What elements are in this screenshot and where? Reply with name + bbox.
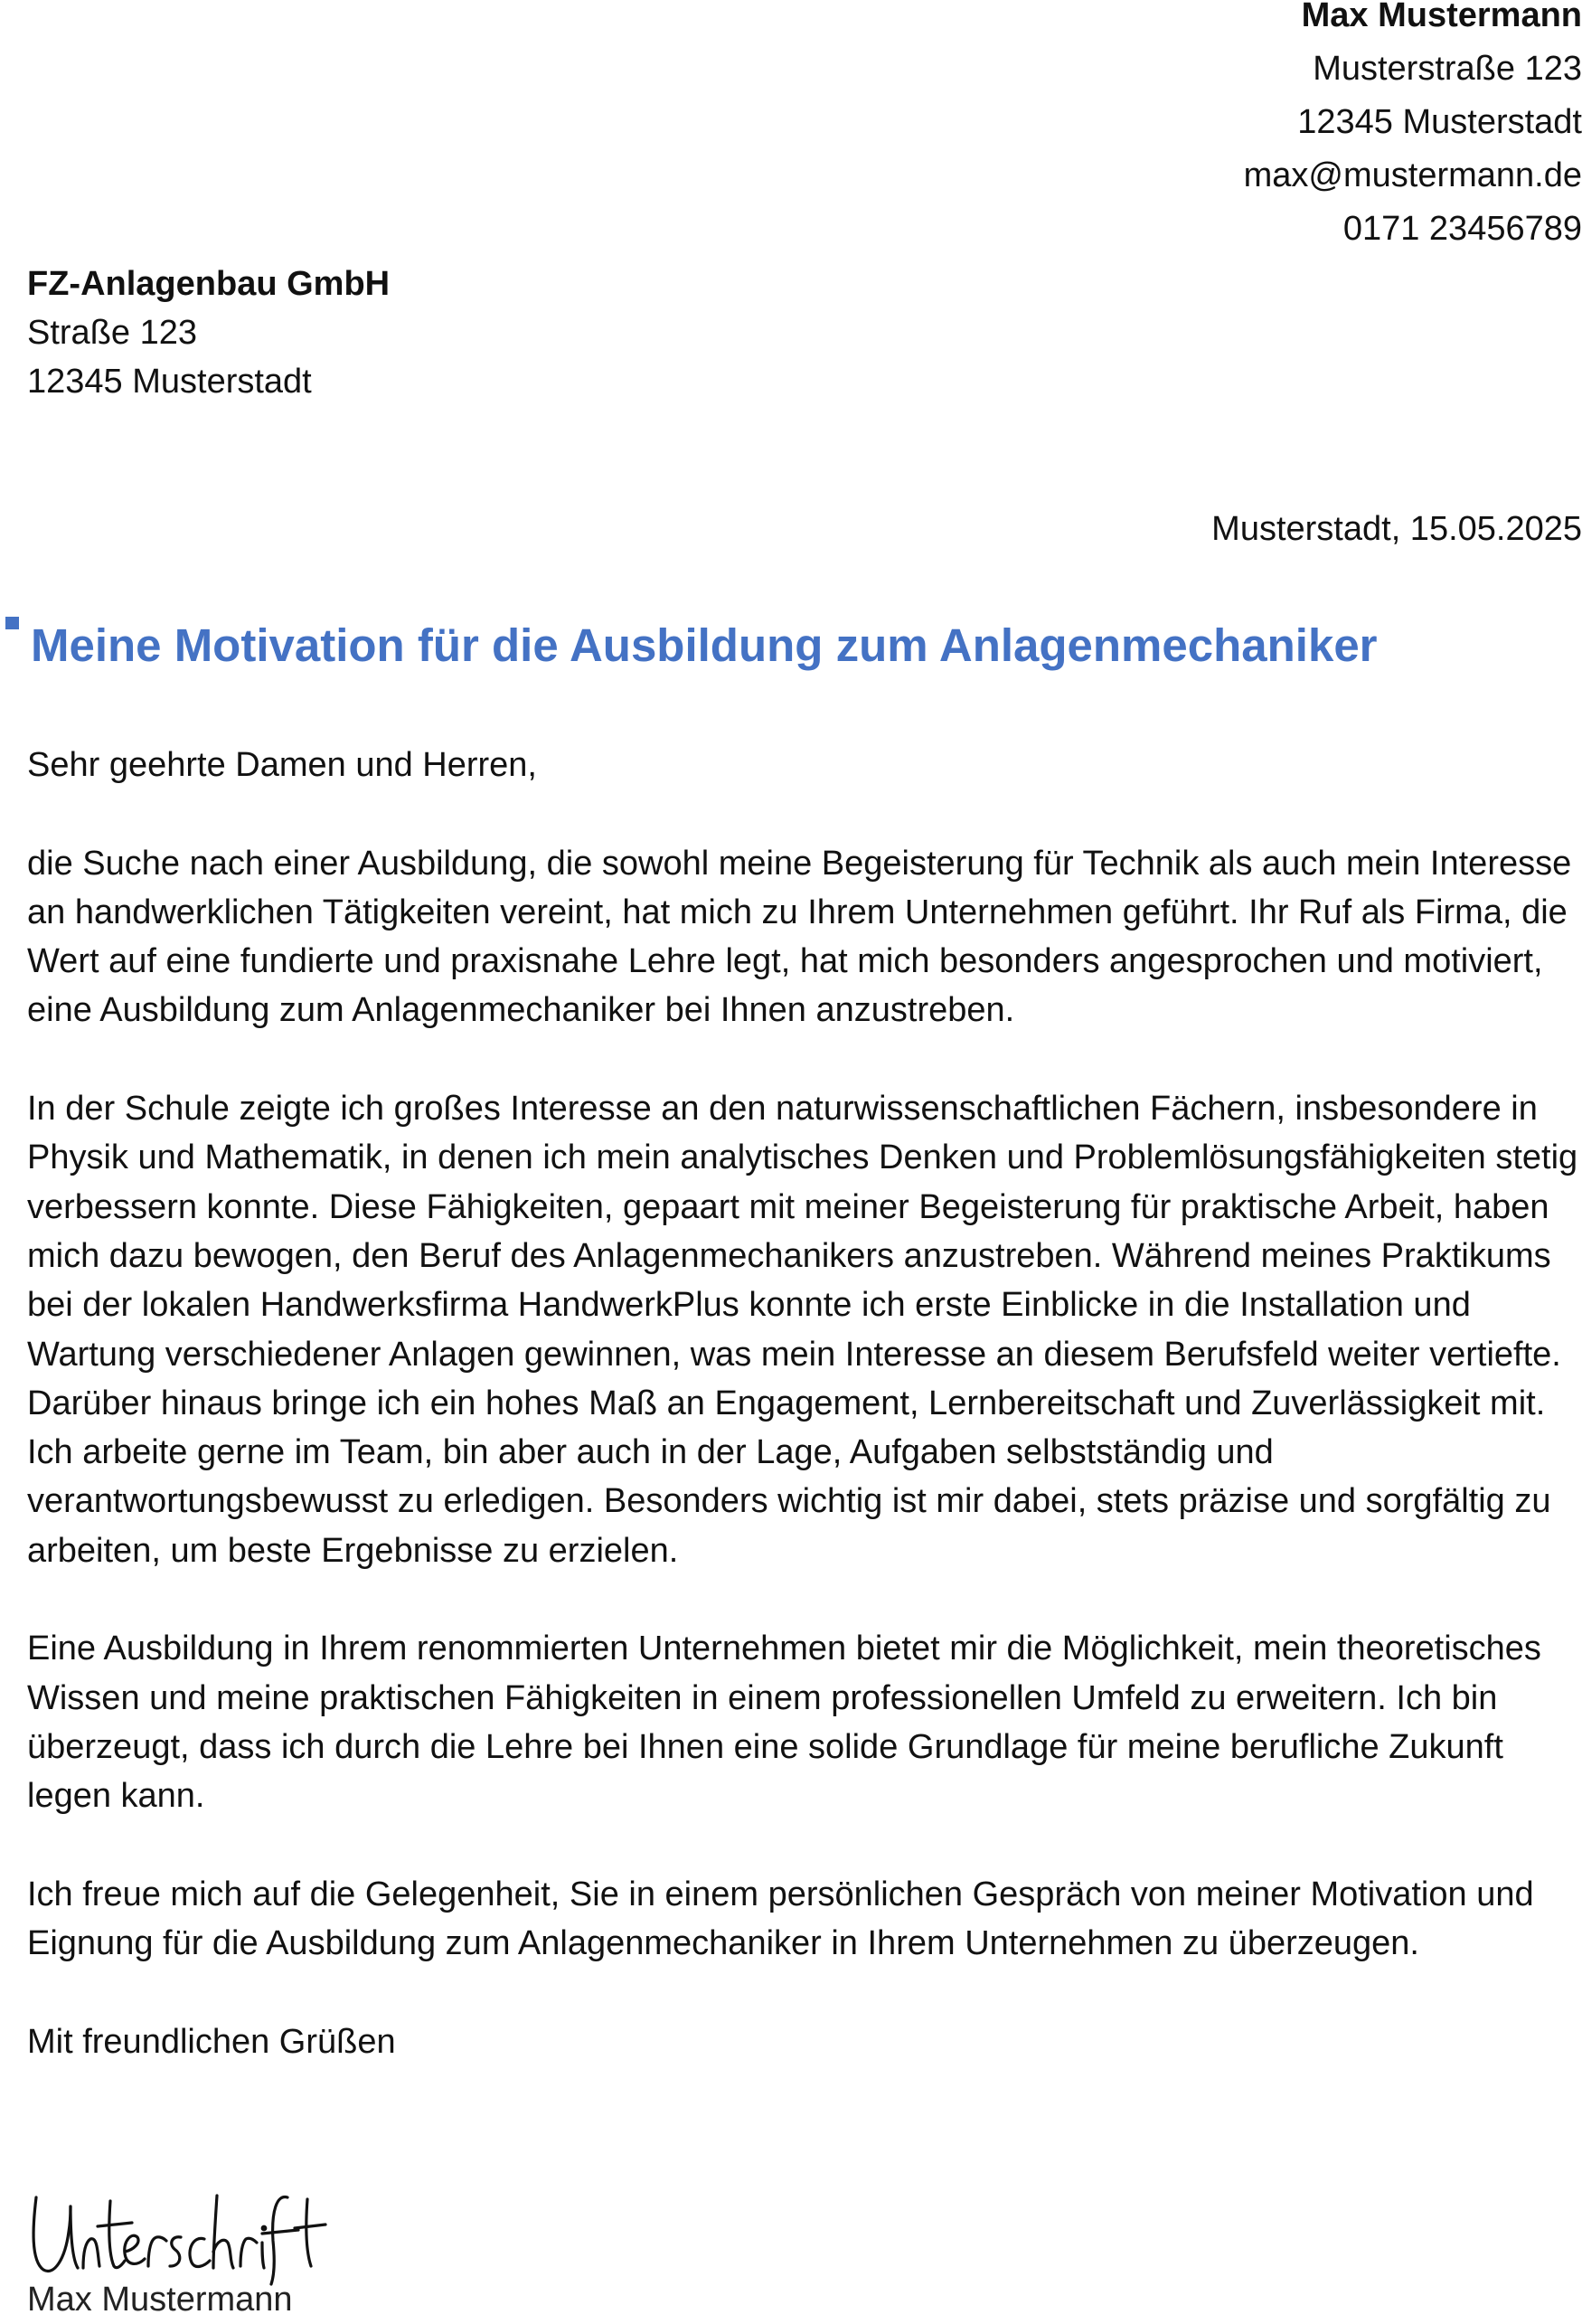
sender-street: Musterstraße 123 bbox=[1313, 50, 1582, 88]
recipient-company: FZ-Anlagenbau GmbH bbox=[27, 265, 391, 303]
letter-date: Musterstadt, 15.05.2025 bbox=[1211, 510, 1582, 548]
recipient-street: Straße 123 bbox=[27, 314, 197, 352]
heading-marker bbox=[5, 617, 19, 629]
closing: Mit freundlichen Grüßen bbox=[27, 2022, 396, 2061]
body-paragraph-2: In der Schule zeigte ich großes Interesse an den naturwissenschaftlichen Fächern, insbesondere in Physik und Mathematik, in denen ich mein analytisches Denken und Problemlösungsfähigkeiten stetig verbessern konnte. Diese Fähigkeiten, gepaart mit meiner Begeisterung für praktische Arbeit, haben mich dazu bewogen, den Beruf des Anlagenmechanikers anzustreben. Während meines Praktikums bei der lokalen Handwerksfirma HandwerkPlus konnte ich erste Einblicke in die Installation und Wartung verschiedener Anlagen gewinnen, was mein Interesse an diesem Berufsfeld weiter vertiefte. Darüber hinaus bringe ich ein hohes Maß an Engagement, Lernbereitschaft und Zuverlässigkeit mit. Ich arbeite gerne im Team, bin aber auch in der Lage, Aufgaben selbstständig und verantwortungsbewusst zu erledigen. Besonders wichtig ist mir dabei, stets präzise und sorgfältig zu arbeiten, um beste Ergebnisse zu erzielen. bbox=[27, 1090, 1578, 1570]
body-paragraph-3: Eine Ausbildung in Ihrem renommierten Unternehmen bietet mir die Möglichkeit, mein theoretisches Wissen und meine praktischen Fähigkeiten in einem professionellen Umfeld zu erweitern. Ich bin überzeugt, dass ich durch die Lehre bei Ihnen eine solide Grundlage für meine berufliche Zukunft legen kann. bbox=[27, 1630, 1541, 1816]
sender-email: max@mustermann.de bbox=[1243, 156, 1582, 194]
signer-name: Max Mustermann bbox=[27, 2281, 293, 2319]
sender-name: Max Mustermann bbox=[1301, 0, 1582, 34]
sender-city: 12345 Musterstadt bbox=[1297, 103, 1582, 141]
body-paragraph-4: Ich freue mich auf die Gelegenheit, Sie in einem persönlichen Gespräch von meiner Motivation und Eignung für die Ausbildung zum Anlagenmechaniker in Ihrem Unternehmen zu überzeugen. bbox=[27, 1875, 1534, 1963]
letter-body bbox=[27, 741, 1582, 2066]
body-paragraph-1: die Suche nach einer Ausbildung, die sowohl meine Begeisterung für Technik als auch mein Interesse an handwerklichen Tätigkeiten vereint, hat mich zu Ihrem Unternehmen geführt. Ihr Ruf als Firma, die Wert auf eine fundierte und praxisnahe Lehre legt, hat mich besonders angesprochen und motiviert, eine Ausbildung zum Anlagenmechaniker bei Ihnen anzustreben. bbox=[27, 844, 1572, 1030]
sender-address-block bbox=[949, 0, 1582, 256]
handwritten-signature bbox=[31, 2187, 329, 2286]
recipient-city: 12345 Musterstadt bbox=[27, 363, 312, 401]
sender-phone: 0171 23456789 bbox=[1342, 210, 1582, 248]
letter-subject: Meine Motivation für die Ausbildung zum Anlagenmechaniker bbox=[31, 619, 1378, 671]
recipient-address-block bbox=[27, 260, 390, 406]
salutation: Sehr geehrte Damen und Herren, bbox=[27, 746, 537, 784]
